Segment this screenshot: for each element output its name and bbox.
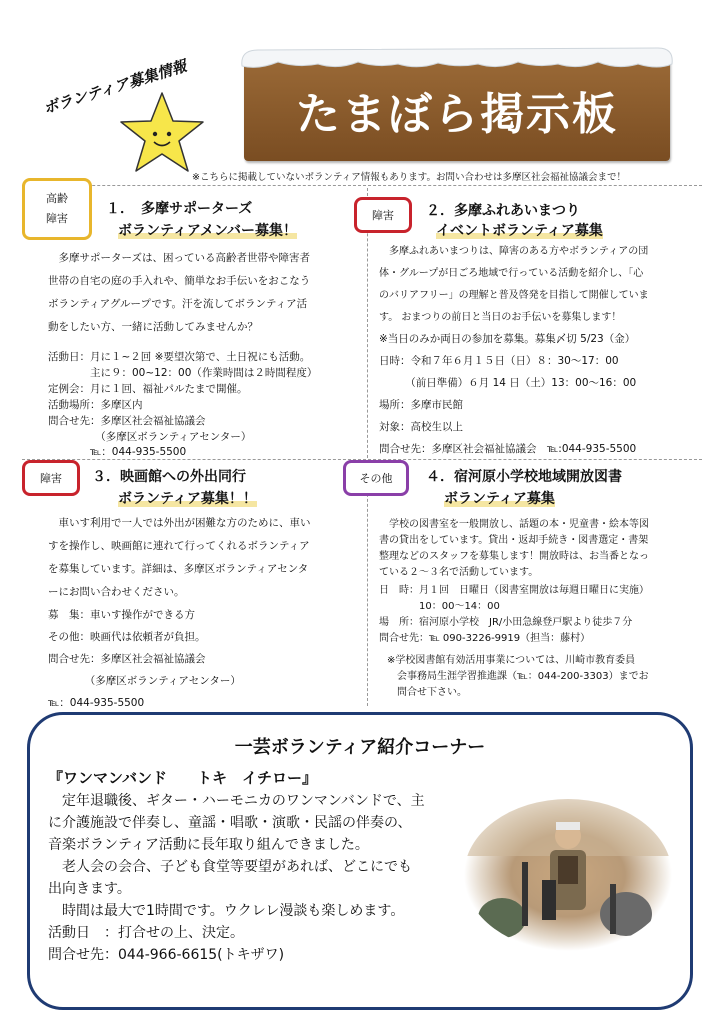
section-3-detail: 募 集：車いす操作ができる方 — [48, 609, 195, 621]
star-icon — [118, 90, 206, 174]
section-1-subtitle: ボランティアメンバー募集！ — [118, 223, 298, 239]
section-4-detail: 場 所：宿河原小学校 JR/小田急線登戸駅より徒歩７分 — [379, 617, 633, 628]
section-1-body: 動をしたい方、一緒に活動してみませんか？ — [48, 321, 258, 333]
section-4-body: 書の貸出をしています。貸出・返却手続き・図書選定・書架 — [379, 535, 649, 546]
divider — [22, 185, 702, 186]
corner-line: 出向きます。 — [48, 881, 131, 897]
section-2-title: ２．多摩ふれあいまつり — [426, 203, 580, 219]
section-2-detail: （前日準備）６月 14 日（土）13：00～16：00 — [379, 377, 637, 389]
section-1-detail: 定例会：月に１回、福祉パルたまで開催。 — [48, 383, 248, 395]
snow-cap — [238, 40, 676, 70]
section-2-body: のバリアフリー」の理解と普及啓発を目指して開催していま — [379, 290, 649, 301]
section-2-body: 多摩ふれあいまつりは、障害のある方やボランティアの団 — [379, 246, 649, 257]
section-1-detail: 活動日：月に１~２回 ※要望次第で、土日祝にも活動。 — [48, 351, 311, 363]
section-1-detail: 主に９：00~12：00（作業時間は２時間程度） — [48, 367, 318, 379]
section-2-detail: 対象：高校生以上 — [379, 421, 463, 433]
corner-line: 時間は最大で1時間です。ウクレレ漫談も楽しめます。 — [48, 903, 405, 919]
section-2-detail: ※当日のみか両日の参加を募集。募集〆切 5/23（金） — [379, 333, 636, 345]
section-4-note: ※学校図書館有効活用事業については、川崎市教育委員 — [387, 655, 636, 666]
section-3-body: ーにお問い合わせください。 — [48, 586, 185, 598]
section-3-detail: 問合せ先：多摩区社会福祉協議会 — [48, 653, 206, 665]
section-4-detail: 10：00～14：00 — [379, 601, 500, 612]
section-4-body: ている２～３名で活動しています。 — [379, 567, 539, 578]
section-4-detail: 問合せ先：℡ 090-3226-9919（担当：藤村） — [379, 633, 591, 644]
corner-title: 一芸ボランティア紹介コーナー — [234, 737, 486, 758]
section-1-detail: （多摩区ボランティアセンター） — [48, 431, 252, 443]
section-2-detail: 場所：多摩市民館 — [379, 399, 463, 411]
divider — [367, 464, 368, 706]
section-2-subtitle: イベントボランティア募集 — [436, 223, 603, 239]
section-4-note: 問合せ下さい。 — [387, 687, 467, 698]
section-1-detail: ℡：044-935-5500 — [48, 446, 187, 458]
section-1-body: 多摩サポーターズは、困っている高齢者世帯や障害者 — [48, 252, 310, 264]
category-tag-elderly-disability: 高齢 障害 — [22, 178, 92, 240]
section-1-detail: 問合せ先：多摩区社会福祉協議会 — [48, 415, 206, 427]
corner-line: 音楽ボランティア活動に長年取り組んできました。 — [48, 837, 369, 853]
header-notice: ※こちらに掲載していないボランティア情報もあります。お問い合わせは多摩区社会福祉協議会まで！ — [192, 172, 626, 183]
corner-line: 老人会の会合、子ども食堂等要望があれば、どこにでも — [48, 859, 412, 875]
section-4-detail: 日 時：月１回 日曜日（図書室開放は毎週日曜日に実施） — [379, 585, 649, 596]
section-4-title: ４．宿河原小学校地域開放図書 — [426, 469, 622, 485]
section-2-body: 体・グループが日ごろ地域で行っている活動を紹介し、「心 — [379, 268, 644, 279]
photo-image — [462, 796, 674, 954]
category-tag-other: その他 — [343, 460, 409, 496]
section-3-title: ３．映画館への外出同行 — [92, 469, 246, 485]
section-4-subtitle: ボランティア募集 — [444, 491, 555, 507]
category-tag-disability: 障害 — [354, 197, 412, 233]
performer-name: 『ワンマンバンド トキ イチロー』 — [48, 769, 317, 787]
section-4-body: 整理などのスタッフを募集します！開放時は、お当番となっ — [379, 551, 649, 562]
volunteer-recruit-label: ボランティア募集情報 — [41, 56, 189, 118]
corner-line: 定年退職後、ギター・ハーモニカのワンマンバンドで、主 — [48, 793, 425, 809]
section-1-detail: 活動場所：多摩区内 — [48, 399, 143, 411]
section-4-note: 会事務局生涯学習推進課（℡：044-200-3303）までお — [387, 671, 649, 682]
section-2-body: す。 おまつりの前日と当日のお手伝いを募集します！ — [379, 312, 622, 323]
section-3-detail: ℡：044-935-5500 — [48, 697, 145, 709]
section-2-detail: 問合せ先：多摩区社会福祉協議会 ℡:044-935-5500 — [379, 443, 637, 455]
section-3-body: すを操作し、映画館に連れて行ってくれるボランティア — [48, 540, 310, 552]
section-1-title: １． 多摩サポーターズ — [106, 201, 253, 217]
section-1-body: ボランティアグループです。汗を流してボランティア活 — [48, 298, 308, 310]
section-1-body: 世帯の自宅の庭の手入れや、簡単なお手伝いをおこなう — [48, 275, 311, 287]
section-3-detail: （多摩区ボランティアセンター） — [48, 675, 241, 687]
corner-line: に介護施設で伴奏し、童謡・唱歌・演歌・民謡の伴奏の、 — [48, 815, 412, 831]
section-3-body: を募集しています。詳細は、多摩区ボランティアセンタ — [48, 563, 309, 575]
section-2-detail: 日時：令和７年６月１５日（日）８：30～17：00 — [379, 355, 619, 367]
corner-line: 活動日 ：打合せの上、決定。 — [48, 925, 244, 941]
section-3-body: 車いす利用で一人では外出が困難な方のために、車い — [48, 517, 311, 529]
section-3-detail: その他：映画代は依頼者が負担。 — [48, 631, 206, 643]
category-tag-disability: 障害 — [22, 460, 80, 496]
board-title: たまぼら掲示板 — [296, 89, 618, 140]
corner-line: 問合せ先：044-966-6615(トキザワ) — [48, 947, 285, 963]
section-4-body: 学校の図書室を一般開放し、話題の本・児童書・絵本等図 — [379, 519, 649, 530]
section-3-subtitle: ボランティア募集！！ — [118, 491, 257, 507]
